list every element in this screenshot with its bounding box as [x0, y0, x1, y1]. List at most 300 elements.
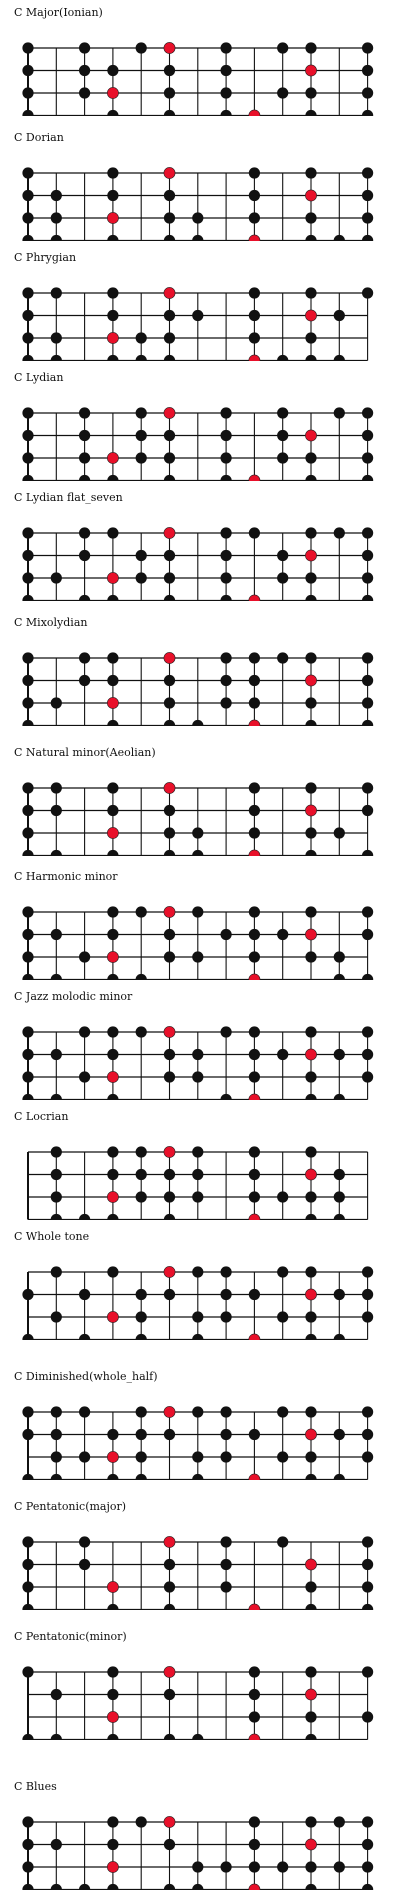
scale-note-dot	[334, 527, 345, 538]
scale-note-dot	[362, 1839, 373, 1850]
scale-note-dot	[136, 1334, 147, 1340]
scale-note-dot	[192, 850, 203, 856]
scale-note-dot	[362, 527, 373, 538]
scale-note-dot	[305, 652, 316, 663]
scale-note-dot	[107, 720, 118, 726]
scale-note-dot	[51, 1146, 62, 1157]
scale-note-dot	[22, 190, 33, 201]
scale-note-dot	[249, 1666, 260, 1677]
scale-note-dot	[107, 527, 118, 538]
scale-note-dot	[22, 1026, 33, 1037]
fretboard	[0, 1388, 400, 1480]
fretboard	[0, 24, 400, 116]
fretboard	[0, 1798, 400, 1890]
scale-note-dot	[221, 1289, 232, 1300]
scale-note-dot	[305, 951, 316, 962]
fretboard	[0, 764, 400, 856]
scale-note-dot	[107, 1689, 118, 1700]
scale-note-dot	[277, 1451, 288, 1462]
scale-note-dot	[249, 1071, 260, 1082]
scale-note-dot	[79, 1406, 90, 1417]
fretboard	[0, 634, 400, 726]
root-note-dot	[164, 906, 175, 917]
scale-note-dot	[164, 190, 175, 201]
scale-note-dot	[79, 1451, 90, 1462]
scale-note-dot	[107, 1214, 118, 1220]
fretboard	[0, 1128, 400, 1220]
scale-note-dot	[51, 355, 62, 361]
scale-note-dot	[136, 430, 147, 441]
scale-note-dot	[107, 595, 118, 601]
scale-note-dot	[107, 167, 118, 178]
root-note-dot	[249, 110, 260, 116]
scale-note-dot	[22, 87, 33, 98]
scale-note-dot	[305, 110, 316, 116]
scale-note-dot	[249, 906, 260, 917]
fretboard	[0, 1648, 400, 1740]
scale-note-dot	[277, 87, 288, 98]
scale-note-dot	[362, 1451, 373, 1462]
scale-note-dot	[79, 550, 90, 561]
scale-note-dot	[22, 1861, 33, 1872]
scale-note-dot	[51, 235, 62, 241]
root-note-dot	[107, 1071, 118, 1082]
scale-note-dot	[107, 1026, 118, 1037]
scale-note-dot	[164, 1169, 175, 1180]
scale-note-dot	[362, 697, 373, 708]
scale-note-dot	[51, 1311, 62, 1322]
scale-note-dot	[107, 675, 118, 686]
root-note-dot	[305, 805, 316, 816]
root-note-dot	[107, 951, 118, 962]
scale-note-dot	[107, 475, 118, 481]
scale-note-dot	[136, 1451, 147, 1462]
scale-note-dot	[107, 1734, 118, 1740]
root-note-dot	[164, 782, 175, 793]
fretboard	[0, 1248, 400, 1340]
scale-note-dot	[192, 1451, 203, 1462]
scale-note-dot	[164, 1581, 175, 1592]
scale-note-dot	[79, 1071, 90, 1082]
scale-note-dot	[305, 906, 316, 917]
scale-note-dot	[192, 1191, 203, 1202]
scale-note-dot	[79, 595, 90, 601]
scale-note-dot	[192, 1049, 203, 1060]
scale-note-dot	[164, 951, 175, 962]
scale-note-dot	[334, 1816, 345, 1827]
root-note-dot	[305, 1169, 316, 1180]
scale-note-dot	[79, 675, 90, 686]
scale-note-dot	[334, 310, 345, 321]
scale-note-dot	[164, 1049, 175, 1060]
scale-note-dot	[249, 675, 260, 686]
scale-note-dot	[51, 1406, 62, 1417]
root-note-dot	[249, 355, 260, 361]
scale-note-dot	[164, 430, 175, 441]
scale-note-dot	[22, 1666, 33, 1677]
scale-note-dot	[221, 572, 232, 583]
scale-note-dot	[136, 550, 147, 561]
scale-note-dot	[51, 1451, 62, 1462]
scale-note-dot	[79, 1884, 90, 1890]
scale-note-dot	[79, 407, 90, 418]
scale-note-dot	[22, 430, 33, 441]
scale-title: C Lydian flat_seven	[14, 491, 123, 504]
scale-note-dot	[334, 951, 345, 962]
scale-note-dot	[22, 65, 33, 76]
scale-note-dot	[22, 1734, 33, 1740]
scale-note-dot	[136, 1289, 147, 1300]
scale-note-dot	[334, 1214, 345, 1220]
root-note-dot	[107, 212, 118, 223]
scale-note-dot	[51, 974, 62, 980]
root-note-dot	[164, 287, 175, 298]
scale-note-dot	[164, 1604, 175, 1610]
scale-note-dot	[51, 697, 62, 708]
scale-note-dot	[362, 1049, 373, 1060]
scale-note-dot	[51, 287, 62, 298]
scale-note-dot	[362, 1581, 373, 1592]
scale-note-dot	[22, 1406, 33, 1417]
scale-note-dot	[107, 1816, 118, 1827]
scale-note-dot	[305, 697, 316, 708]
scale-note-dot	[164, 1734, 175, 1740]
scale-title: C Harmonic minor	[14, 870, 118, 883]
scale-note-dot	[164, 87, 175, 98]
scale-note-dot	[164, 1191, 175, 1202]
root-note-dot	[249, 1734, 260, 1740]
scale-title: C Natural minor(Aeolian)	[14, 746, 156, 759]
scale-note-dot	[192, 1334, 203, 1340]
scale-note-dot	[164, 355, 175, 361]
scale-note-dot	[107, 355, 118, 361]
scale-note-dot	[192, 1311, 203, 1322]
scale-note-dot	[192, 1474, 203, 1480]
scale-note-dot	[221, 1094, 232, 1100]
scale-note-dot	[305, 1581, 316, 1592]
scale-note-dot	[192, 235, 203, 241]
scale-note-dot	[362, 1071, 373, 1082]
scale-note-dot	[277, 452, 288, 463]
root-note-dot	[305, 1049, 316, 1060]
scale-note-dot	[22, 110, 33, 116]
scale-note-dot	[107, 310, 118, 321]
scale-note-dot	[362, 929, 373, 940]
scale-note-dot	[192, 1406, 203, 1417]
scale-note-dot	[107, 235, 118, 241]
scale-note-dot	[221, 1266, 232, 1277]
scale-note-dot	[221, 1429, 232, 1440]
scale-note-dot	[305, 850, 316, 856]
scale-note-dot	[136, 1026, 147, 1037]
scale-note-dot	[249, 805, 260, 816]
scale-note-dot	[22, 906, 33, 917]
scale-note-dot	[362, 1266, 373, 1277]
scale-note-dot	[107, 190, 118, 201]
root-note-dot	[249, 720, 260, 726]
scale-title: C Diminished(whole_half)	[14, 1370, 158, 1383]
scale-note-dot	[249, 1191, 260, 1202]
scale-note-dot	[305, 475, 316, 481]
scale-title: C Lydian	[14, 371, 64, 384]
scale-note-dot	[136, 1191, 147, 1202]
scale-note-dot	[221, 110, 232, 116]
scale-note-dot	[221, 1451, 232, 1462]
scale-note-dot	[107, 850, 118, 856]
scale-note-dot	[107, 1839, 118, 1850]
scale-note-dot	[51, 1474, 62, 1480]
scale-note-dot	[192, 951, 203, 962]
scale-note-dot	[362, 1666, 373, 1677]
scale-note-dot	[136, 1406, 147, 1417]
scale-note-dot	[362, 720, 373, 726]
scale-note-dot	[305, 1816, 316, 1827]
scale-note-dot	[51, 929, 62, 940]
scale-note-dot	[362, 212, 373, 223]
scale-note-dot	[22, 951, 33, 962]
scale-note-dot	[107, 1666, 118, 1677]
scale-note-dot	[164, 595, 175, 601]
root-note-dot	[107, 827, 118, 838]
scale-note-dot	[305, 1861, 316, 1872]
scale-note-dot	[221, 407, 232, 418]
scale-note-dot	[136, 1311, 147, 1322]
scale-note-dot	[51, 850, 62, 856]
scale-note-dot	[136, 906, 147, 917]
scale-note-dot	[221, 652, 232, 663]
scale-note-dot	[164, 675, 175, 686]
root-note-dot	[305, 675, 316, 686]
scale-note-dot	[164, 697, 175, 708]
scale-note-dot	[79, 1536, 90, 1547]
scale-note-dot	[107, 652, 118, 663]
scale-note-dot	[136, 1146, 147, 1157]
scale-note-dot	[136, 1474, 147, 1480]
scale-note-dot	[164, 827, 175, 838]
scale-note-dot	[192, 1146, 203, 1157]
scale-note-dot	[107, 110, 118, 116]
scale-note-dot	[164, 1884, 175, 1890]
fretboard	[0, 1518, 400, 1610]
scale-note-dot	[79, 475, 90, 481]
scale-note-dot	[164, 572, 175, 583]
scale-note-dot	[221, 430, 232, 441]
scale-note-dot	[305, 1311, 316, 1322]
scale-note-dot	[334, 1094, 345, 1100]
scale-note-dot	[362, 782, 373, 793]
scale-note-dot	[107, 782, 118, 793]
root-note-dot	[107, 1581, 118, 1592]
scale-title: C Phrygian	[14, 251, 77, 264]
scale-note-dot	[362, 1429, 373, 1440]
scale-title: C Locrian	[14, 1110, 69, 1123]
scale-note-dot	[22, 720, 33, 726]
scale-note-dot	[305, 1474, 316, 1480]
scale-note-dot	[249, 782, 260, 793]
scale-note-dot	[164, 720, 175, 726]
scale-note-dot	[221, 595, 232, 601]
root-note-dot	[249, 595, 260, 601]
scale-note-dot	[107, 1474, 118, 1480]
scale-note-dot	[362, 1604, 373, 1610]
scale-note-dot	[362, 652, 373, 663]
root-note-dot	[164, 42, 175, 53]
scale-note-dot	[164, 332, 175, 343]
root-note-dot	[164, 1406, 175, 1417]
scale-note-dot	[305, 87, 316, 98]
scale-note-dot	[277, 1266, 288, 1277]
scale-note-dot	[362, 1311, 373, 1322]
scale-note-dot	[221, 65, 232, 76]
root-note-dot	[107, 87, 118, 98]
scale-note-dot	[22, 1094, 33, 1100]
root-note-dot	[249, 475, 260, 481]
scale-note-dot	[277, 1049, 288, 1060]
scale-note-dot	[22, 827, 33, 838]
scale-note-dot	[249, 1169, 260, 1180]
root-note-dot	[164, 652, 175, 663]
scale-note-dot	[305, 1604, 316, 1610]
scale-note-dot	[22, 572, 33, 583]
scale-note-dot	[192, 1266, 203, 1277]
scale-note-dot	[362, 42, 373, 53]
scale-note-dot	[249, 332, 260, 343]
scale-note-dot	[277, 929, 288, 940]
scale-note-dot	[22, 355, 33, 361]
scale-note-dot	[51, 1191, 62, 1202]
scale-note-dot	[22, 1884, 33, 1890]
scale-note-dot	[334, 235, 345, 241]
scale-title: C Blues	[14, 1780, 57, 1793]
scale-note-dot	[22, 1429, 33, 1440]
scale-note-dot	[192, 720, 203, 726]
scale-note-dot	[22, 595, 33, 601]
scale-note-dot	[362, 974, 373, 980]
scale-note-dot	[221, 452, 232, 463]
scale-note-dot	[249, 697, 260, 708]
scale-note-dot	[192, 1071, 203, 1082]
scale-note-dot	[305, 1334, 316, 1340]
scale-note-dot	[51, 190, 62, 201]
fretboard	[0, 149, 400, 241]
scale-note-dot	[362, 1861, 373, 1872]
scale-note-dot	[22, 1816, 33, 1827]
root-note-dot	[107, 1311, 118, 1322]
scale-note-dot	[305, 1406, 316, 1417]
scale-note-dot	[107, 929, 118, 940]
fretboard	[0, 389, 400, 481]
scale-note-dot	[249, 1839, 260, 1850]
scale-note-dot	[221, 1406, 232, 1417]
scale-note-dot	[164, 452, 175, 463]
scale-note-dot	[221, 87, 232, 98]
root-note-dot	[305, 1689, 316, 1700]
scale-note-dot	[192, 1734, 203, 1740]
scale-note-dot	[22, 1071, 33, 1082]
fretboard	[0, 509, 400, 601]
scale-note-dot	[192, 1169, 203, 1180]
scale-note-dot	[362, 1536, 373, 1547]
scale-note-dot	[136, 1169, 147, 1180]
scale-note-dot	[22, 235, 33, 241]
scale-note-dot	[305, 1214, 316, 1220]
scale-note-dot	[192, 310, 203, 321]
scale-note-dot	[334, 1334, 345, 1340]
fretboard	[0, 1008, 400, 1100]
scale-note-dot	[221, 1026, 232, 1037]
scale-note-dot	[136, 355, 147, 361]
scale-note-dot	[334, 1429, 345, 1440]
scale-note-dot	[22, 1289, 33, 1300]
scale-note-dot	[249, 527, 260, 538]
scale-note-dot	[362, 805, 373, 816]
scale-note-dot	[22, 1536, 33, 1547]
scale-note-dot	[22, 550, 33, 561]
scale-note-dot	[221, 1536, 232, 1547]
scale-note-dot	[107, 1429, 118, 1440]
scale-note-dot	[362, 850, 373, 856]
scale-note-dot	[22, 310, 33, 321]
scale-note-dot	[79, 652, 90, 663]
scale-note-dot	[107, 1884, 118, 1890]
root-note-dot	[164, 1536, 175, 1547]
root-note-dot	[305, 1289, 316, 1300]
root-note-dot	[164, 167, 175, 178]
scale-note-dot	[136, 407, 147, 418]
scale-note-dot	[305, 1146, 316, 1157]
scale-note-dot	[305, 1071, 316, 1082]
scale-note-dot	[249, 287, 260, 298]
root-note-dot	[164, 1266, 175, 1277]
scale-note-dot	[249, 212, 260, 223]
scale-note-dot	[334, 407, 345, 418]
scale-note-dot	[51, 1839, 62, 1850]
scale-note-dot	[51, 1094, 62, 1100]
scale-note-dot	[164, 850, 175, 856]
scale-title: C Whole tone	[14, 1230, 90, 1243]
root-note-dot	[249, 850, 260, 856]
scale-note-dot	[249, 929, 260, 940]
scale-note-dot	[107, 1169, 118, 1180]
scale-note-dot	[136, 452, 147, 463]
scale-note-dot	[362, 65, 373, 76]
scale-note-dot	[107, 1049, 118, 1060]
scale-note-dot	[79, 527, 90, 538]
scale-note-dot	[305, 827, 316, 838]
scale-note-dot	[79, 1214, 90, 1220]
scale-note-dot	[79, 65, 90, 76]
scale-note-dot	[362, 1559, 373, 1570]
scale-note-dot	[22, 287, 33, 298]
scale-note-dot	[277, 430, 288, 441]
scale-note-dot	[362, 167, 373, 178]
scale-note-dot	[192, 906, 203, 917]
root-note-dot	[249, 1094, 260, 1100]
scale-note-dot	[221, 675, 232, 686]
scale-note-dot	[277, 1191, 288, 1202]
scale-note-dot	[164, 212, 175, 223]
root-note-dot	[164, 1666, 175, 1677]
root-note-dot	[107, 1191, 118, 1202]
scale-note-dot	[305, 1094, 316, 1100]
scale-note-dot	[305, 1026, 316, 1037]
scale-note-dot	[305, 572, 316, 583]
scale-note-dot	[305, 355, 316, 361]
root-note-dot	[164, 407, 175, 418]
scale-note-dot	[107, 1146, 118, 1157]
scale-note-dot	[136, 1429, 147, 1440]
scale-note-dot	[22, 212, 33, 223]
